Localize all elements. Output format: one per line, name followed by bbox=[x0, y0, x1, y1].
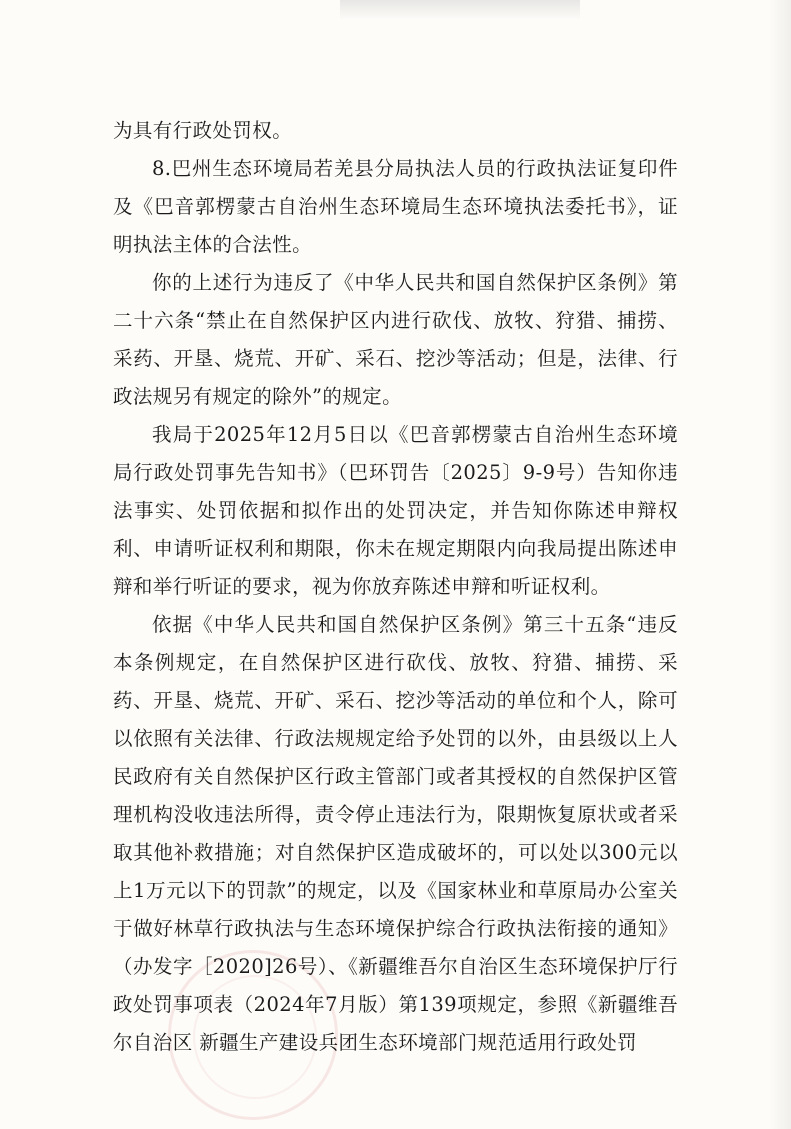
paragraph-1: 为具有行政处罚权。 bbox=[113, 119, 293, 142]
paragraph-3: 你的上述行为违反了《中华人民共和国自然保护区条例》第二十六条“禁止在自然保护区内进行砍伐、放牧、狩猎、捕捞、采药、开垦、烧荒、开矿、采石、挖沙等活动；但是，法律、行政法规另有规定的除外”的规定。 bbox=[113, 271, 678, 408]
scan-shadow-right bbox=[769, 0, 791, 1129]
document-body bbox=[113, 112, 678, 1062]
paragraph-4: 我局于2025年12月5日以《巴音郭楞蒙古自治州生态环境局行政处罚事先告知书》（巴环罚告〔2025〕9-9号）告知你违法事实、处罚依据和拟作出的处罚决定，并告知你陈述申辩权利、申请听证权利和期限，你未在规定期限内向我局提出陈述申辩和举行听证的要求，视为你放弃陈述申辩和听证权利。 bbox=[113, 423, 678, 598]
scan-shadow-top bbox=[340, 0, 580, 20]
paragraph-2: 8.巴州生态环境局若羌县分局执法人员的行政执法证复印件及《巴音郭楞蒙古自治州生态环境局生态环境执法委托书》，证明执法主体的合法性。 bbox=[113, 157, 678, 256]
paragraph-5: 依据《中华人民共和国自然保护区条例》第三十五条“违反本条例规定，在自然保护区进行砍伐、放牧、狩猎、捕捞、采药、开垦、烧荒、开矿、采石、挖沙等活动的单位和个人，除可以依照有关法律、行政法规规定给予处罚的以外，由县级以上人民政府有关自然保护区行政主管部门或者其授权的自然保护区管理机构没收违法所得，责令停止违法行为，限期恢复原状或者采取其他补救措施；对自然保护区造成破坏的，可以处以300元以上1万元以下的罚款”的规定，以及《国家林业和草原局办公室关于做好林草行政执法与生态环境保护综合行政执法衔接的通知》（办发字［2020]26号）、《新疆维吾尔自治区生态环境保护厅行政处罚事项表（2024年7月版）第139项规定，参照《新疆维吾尔自治区 新疆生产建设兵团生态环境部门规范适用行政处罚 bbox=[113, 613, 678, 1054]
